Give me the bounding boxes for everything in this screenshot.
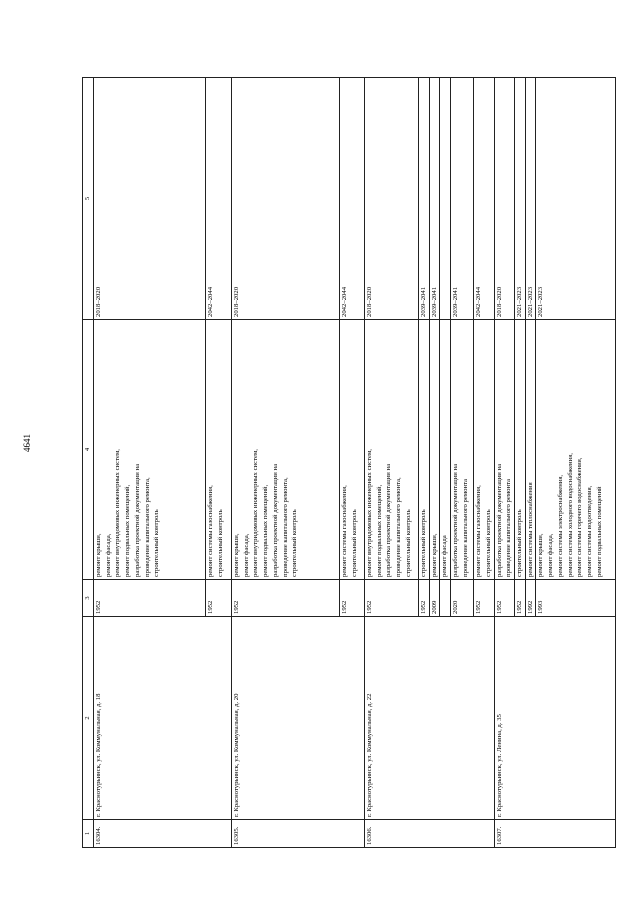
year-cell: 1952 (515, 580, 526, 617)
work-item: проведение капитального ремонта, (395, 477, 403, 577)
year-cell (440, 580, 451, 617)
works-cell (429, 320, 440, 580)
year-cell: 1952 (206, 580, 232, 617)
work-item: проведение капитального ремонта (461, 479, 469, 577)
address-cell: г. Краснотурьинск, ул. Коммунальная, д. 20 (232, 617, 365, 820)
work-item: ремонт внутридомовых инженерных систем, (366, 449, 373, 577)
work-item: ремонт системы теплоснабжения (526, 482, 534, 577)
works-cell (525, 320, 536, 580)
period-cell: 2042–2044 (206, 78, 232, 320)
header-col-4: 4 (83, 320, 94, 580)
work-item: строительный контроль (216, 509, 224, 577)
row-number-cell: 16306. (365, 820, 495, 848)
period-cell: 2018–2020 (494, 78, 514, 320)
work-item: ремонт системы газоснабжения, (341, 485, 348, 577)
work-item: строительный контроль (516, 509, 524, 577)
work-item: ремонт подвальных помещений (595, 486, 603, 577)
works-cell (536, 320, 616, 580)
rotated-table-container (82, 78, 603, 848)
work-item: ремонт подвальных помещений, (262, 484, 270, 577)
table-row (94, 78, 206, 848)
work-item: ремонт системы электроснабжения, (556, 474, 564, 577)
year-cell: 1952 (340, 580, 365, 617)
work-item: ремонт фасада, (242, 533, 250, 577)
works-cell (232, 320, 340, 580)
address-cell: г. Краснотурьинск, ул. Коммунальная, д. 22 (365, 617, 495, 820)
work-item: ремонт крыши, (95, 533, 102, 577)
year-cell: 1952 (94, 580, 206, 617)
work-item: строительный контроль (350, 509, 358, 577)
table-row (232, 78, 340, 848)
header-col-1: 1 (83, 820, 94, 848)
work-item: ремонт внутридомовых инженерных систем, (252, 449, 260, 577)
year-cell: 2009 (429, 580, 440, 617)
works-cell (451, 320, 474, 580)
work-item: ремонт системы водоотведения, (586, 485, 594, 577)
works-cell (340, 320, 365, 580)
header-col-3: 3 (83, 580, 94, 617)
period-cell: 2021–2023 (515, 78, 526, 320)
period-cell: 2042–2044 (474, 78, 494, 320)
work-item: ремонт системы горячего водоснабжения, (576, 457, 584, 577)
work-item: строительный контроль (404, 509, 412, 577)
work-item: ремонт подвальных помещений, (124, 484, 132, 577)
period-cell (440, 78, 451, 320)
work-item: проведение капитального ремонта, (281, 477, 289, 577)
work-item: ремонт крыши, (233, 533, 240, 577)
works-cell (440, 320, 451, 580)
work-item: ремонт подвальных помещений, (375, 484, 383, 577)
year-cell: 2020 (451, 580, 474, 617)
work-item: ремонт фасада, (547, 533, 555, 577)
work-item: разработка проектной документации на (385, 463, 393, 577)
header-col-2: 2 (83, 617, 94, 820)
work-item: строительный контроль (484, 509, 492, 577)
work-item: ремонт системы газоснабжения, (475, 485, 483, 577)
page-number: 4641 (22, 434, 32, 452)
work-item: разработка проектной документации на (495, 463, 503, 577)
work-item: ремонт фасада, (104, 533, 112, 577)
period-cell: 2018–2020 (94, 78, 206, 320)
year-cell: 1952 (474, 580, 494, 617)
works-cell (365, 320, 419, 580)
work-item: ремонт фасада (441, 535, 449, 577)
work-item: строительный контроль (420, 509, 427, 577)
works-cell (474, 320, 494, 580)
period-cell: 2039–2041 (419, 78, 430, 320)
row-number-cell: 16304. (94, 820, 232, 848)
repair-schedule-table (82, 77, 616, 848)
works-cell (419, 320, 430, 580)
work-item: ремонт системы холодного водоснабжения, (566, 453, 574, 577)
work-item: ремонт крыши, (537, 533, 545, 577)
work-item: ремонт системы газоснабжения, (207, 485, 214, 577)
works-cell (494, 320, 514, 580)
year-cell: 1952 (494, 580, 514, 617)
work-item: проведение капитального ремонта (505, 479, 513, 577)
work-item: разработка проектной документации на (271, 463, 279, 577)
year-cell: 1952 (232, 580, 340, 617)
year-cell: 1993 (536, 580, 616, 617)
period-cell: 2018–2020 (365, 78, 419, 320)
year-cell: 1992 (525, 580, 536, 617)
works-cell (515, 320, 526, 580)
year-cell: 1952 (419, 580, 430, 617)
work-item: ремонт крыши, (430, 533, 438, 577)
address-cell: г. Краснотурьинск, ул. Коммунальная, д. 18 (94, 617, 232, 820)
table-body (94, 78, 616, 848)
period-cell: 2039–2041 (451, 78, 474, 320)
table-row (494, 78, 514, 848)
work-item: разработка проектной документации на (452, 463, 460, 577)
period-cell: 2018–2020 (232, 78, 340, 320)
work-item: разработка проектной документации на (133, 463, 141, 577)
work-item: проведение капитального ремонта, (143, 477, 151, 577)
period-cell: 2039–2041 (429, 78, 440, 320)
table-row (365, 78, 419, 848)
work-item: строительный контроль (153, 509, 161, 577)
row-number-cell: 16305. (232, 820, 365, 848)
period-cell: 2042–2044 (340, 78, 365, 320)
period-cell: 2021–2023 (525, 78, 536, 320)
row-number-cell: 16307. (494, 820, 616, 848)
work-item: ремонт внутридомовых инженерных систем, (114, 449, 122, 577)
works-cell (206, 320, 232, 580)
header-row (83, 78, 94, 848)
header-col-5: 5 (83, 78, 94, 320)
period-cell: 2021–2023 (536, 78, 616, 320)
works-cell (94, 320, 206, 580)
address-cell: г. Краснотурьинск, ул. Ленина, д. 35 (494, 617, 616, 820)
year-cell: 1952 (365, 580, 419, 617)
work-item: строительный контроль (291, 509, 299, 577)
